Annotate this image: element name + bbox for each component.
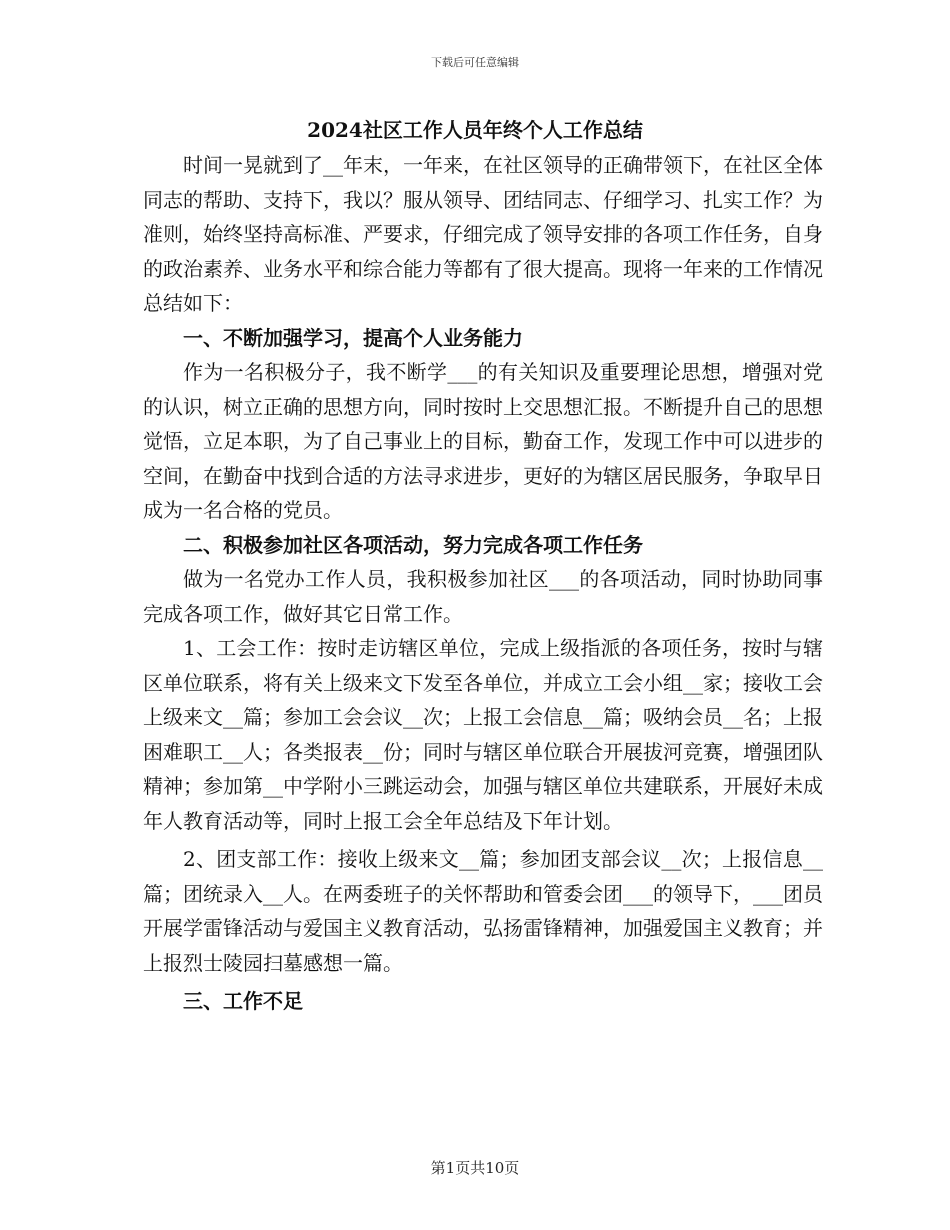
section-2-paragraph: 做为一名党办工作人员，我积极参加社区___的各项活动，同时协助同事完成各项工作，做好其它日常工作。 <box>143 567 823 626</box>
section-heading-1: 一、不断加强学习，提高个人业务能力 <box>183 325 523 350</box>
league-work-paragraph: 2、团支部工作：接收上级来文__篇；参加团支部会议__次；上报信息__篇；团统录入__人。在两委班子的关怀帮助和管委会团___的领导下，___团员开展学雷锋活动与爱国主义教育活动，弘扬雷锋精神，加强爱国主义教育；并上报烈士陵园扫墓感想一篇。 <box>143 847 823 975</box>
section-heading-2: 二、积极参加社区各项活动，努力完成各项工作任务 <box>183 532 643 557</box>
intro-paragraph: 时间一晃就到了__年末，一年来，在社区领导的正确带领下，在社区全体同志的帮助、支持下，我以？服从领导、团结同志、仔细学习、扎实工作？为准则，始终坚持高标准、严要求，仔细完成了领导安排的各项工作任务，自身的政治素养、业务水平和综合能力等都有了很大提高。现将一年来的工作情况总结如下： <box>143 153 823 315</box>
page-header: 下载后可任意编辑 <box>431 56 519 69</box>
union-work-paragraph: 1、工会工作：按时走访辖区单位，完成上级指派的各项任务，按时与辖区单位联系，将有关上级来文下发至各单位，并成立工会小组__家；接收工会上级来文__篇；参加工会会议__次；上报工会信息__篇；吸纳会员__名；上报困难职工__人；各类报表__份；同时与辖区单位联合开展拔河竞赛，增强团队精神；参加第__中学附小三跳运动会，加强与辖区单位共建联系，开展好未成年人教育活动等，同时上报工会全年总结及下年计划。 <box>143 636 823 833</box>
section-1-paragraph: 作为一名积极分子，我不断学___的有关知识及重要理论思想，增强对党的认识，树立正确的思想方向，同时按时上交思想汇报。不断提升自己的思想觉悟，立足本职，为了自己事业上的目标，勤奋工作，发现工作中可以进步的空间，在勤奋中找到合适的方法寻求进步，更好的为辖区居民服务，争取早日成为一名合格的党员。 <box>143 360 823 522</box>
page-footer: 第1页共10页 <box>430 1159 520 1177</box>
section-heading-3: 三、工作不足 <box>183 989 303 1013</box>
document-body <box>143 148 823 1019</box>
document-title: 2024社区工作人员年终个人工作总结 <box>307 118 643 142</box>
